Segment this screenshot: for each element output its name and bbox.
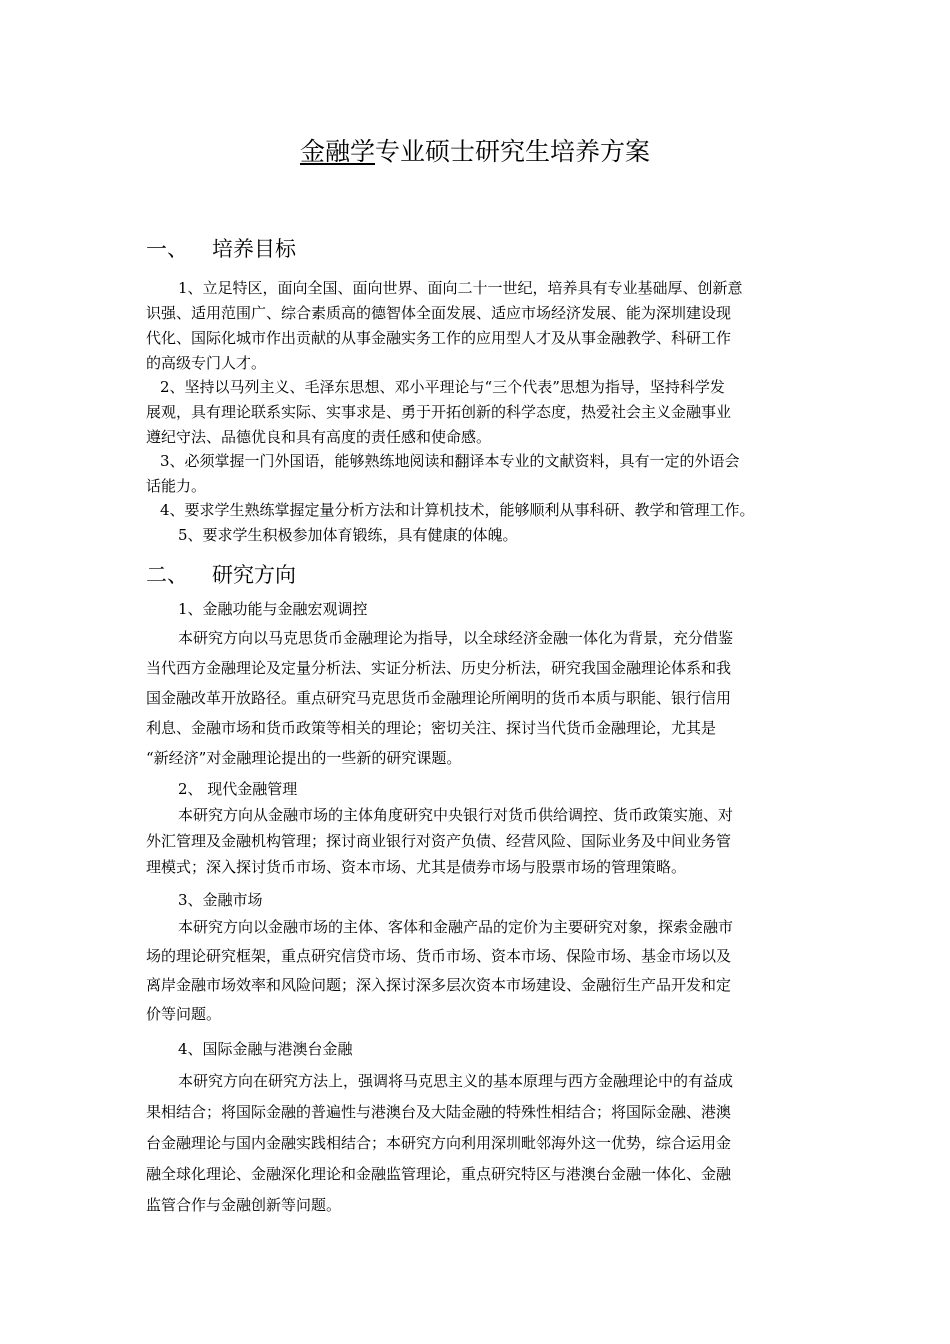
text-line: 价等问题。	[146, 1005, 222, 1023]
direction-title-1: 1、金融功能与金融宏观调控	[178, 600, 368, 618]
section-heading-1	[146, 235, 296, 263]
section-title: 研究方向	[212, 563, 296, 587]
goal-item-1	[146, 276, 816, 376]
text-line: 代化、国际化城市作出贡献的从事金融实务工作的应用型人才及从事金融教学、科研工作	[146, 329, 732, 347]
goal-item-3	[146, 449, 816, 499]
direction-title-2: 2、 现代金融管理	[178, 780, 298, 798]
direction-text-4	[146, 1066, 816, 1221]
text-line: “新经济”对金融理论提出的一些新的研究课题。	[146, 749, 462, 767]
goal-item-2	[146, 375, 816, 450]
document-title	[0, 135, 950, 169]
text-line: 融全球化理论、金融深化理论和金融监管理论，重点研究特区与港澳台金融一体化、金融	[146, 1165, 732, 1183]
text-line: 本研究方向从金融市场的主体角度研究中央银行对货币供给调控、货币政策实施、对	[178, 806, 734, 824]
direction-text-1	[146, 623, 816, 773]
text-line: 4、要求学生熟练掌握定量分析方法和计算机技术，能够顺利从事科研、教学和管理工作。	[160, 501, 755, 519]
text-line: 理模式；深入探讨货币市场、资本市场、尤其是债券市场与股票市场的管理策略。	[146, 858, 687, 876]
text-line: 1、立足特区，面向全国、面向世界、面向二十一世纪，培养具有专业基础厚、创新意	[178, 279, 743, 297]
text-line: 果相结合；将国际金融的普遍性与港澳台及大陆金融的特殊性相结合；将国际金融、港澳	[146, 1103, 732, 1121]
text-line: 场的理论研究框架，重点研究信贷市场、货币市场、资本市场、保险市场、基金市场以及	[146, 947, 732, 965]
direction-title-4: 4、国际金融与港澳台金融	[178, 1040, 353, 1058]
text-line: 遵纪守法、品德优良和具有高度的责任感和使命感。	[146, 428, 492, 446]
text-line: 话能力。	[146, 477, 207, 495]
section-number: 二、	[146, 563, 188, 587]
text-line: 识强、适用范围广、综合素质高的德智体全面发展、适应市场经济发展、能为深圳建设现	[146, 304, 732, 322]
text-line: 当代西方金融理论及定量分析法、实证分析法、历史分析法，研究我国金融理论体系和我	[146, 659, 732, 677]
title-rest: 专业硕士研究生培养方案	[375, 137, 651, 166]
text-line: 国金融改革开放路径。重点研究马克思货币金融理论所阐明的货币本质与职能、银行信用	[146, 689, 732, 707]
direction-title-3: 3、金融市场	[178, 891, 263, 909]
text-line: 本研究方向以马克思货币金融理论为指导，以全球经济金融一体化为背景，充分借鉴	[178, 629, 734, 647]
text-line: 的高级专门人才。	[146, 354, 267, 372]
text-line: 3、必须掌握一门外国语，能够熟练地阅读和翻译本专业的文献资料，具有一定的外语会	[160, 452, 740, 470]
section-number: 一、	[146, 237, 188, 261]
text-line: 本研究方向以金融市场的主体、客体和金融产品的定价为主要研究对象，探索金融市	[178, 918, 734, 936]
text-line: 台金融理论与国内金融实践相结合；本研究方向利用深圳毗邻海外这一优势，综合运用金	[146, 1134, 732, 1152]
section-title: 培养目标	[212, 237, 296, 261]
text-line: 监管合作与金融创新等问题。	[146, 1196, 342, 1214]
text-line: 利息、金融市场和货币政策等相关的理论；密切关注、探讨当代货币金融理论，尤其是	[146, 719, 717, 737]
goal-item-5	[146, 523, 816, 548]
text-line: 本研究方向在研究方法上，强调将马克思主义的基本原理与西方金融理论中的有益成	[178, 1072, 734, 1090]
title-underlined-part: 金融学	[299, 137, 375, 166]
text-line: 5、要求学生积极参加体育锻练，具有健康的体魄。	[178, 526, 518, 544]
section-heading-2	[146, 561, 296, 589]
direction-text-2	[146, 802, 816, 880]
text-line: 2、坚持以马列主义、毛泽东思想、邓小平理论与“三个代表”思想为指导，坚持科学发	[160, 378, 725, 396]
text-line: 外汇管理及金融机构管理；探讨商业银行对资产负债、经营风险、国际业务及中间业务管	[146, 832, 732, 850]
direction-text-3	[146, 913, 816, 1029]
text-line: 离岸金融市场效率和风险问题；深入探讨深多层次资本市场建设、金融衍生产品开发和定	[146, 976, 732, 994]
goal-item-4	[146, 498, 826, 523]
text-line: 展观，具有理论联系实际、实事求是、勇于开拓创新的科学态度，热爱社会主义金融事业	[146, 403, 732, 421]
